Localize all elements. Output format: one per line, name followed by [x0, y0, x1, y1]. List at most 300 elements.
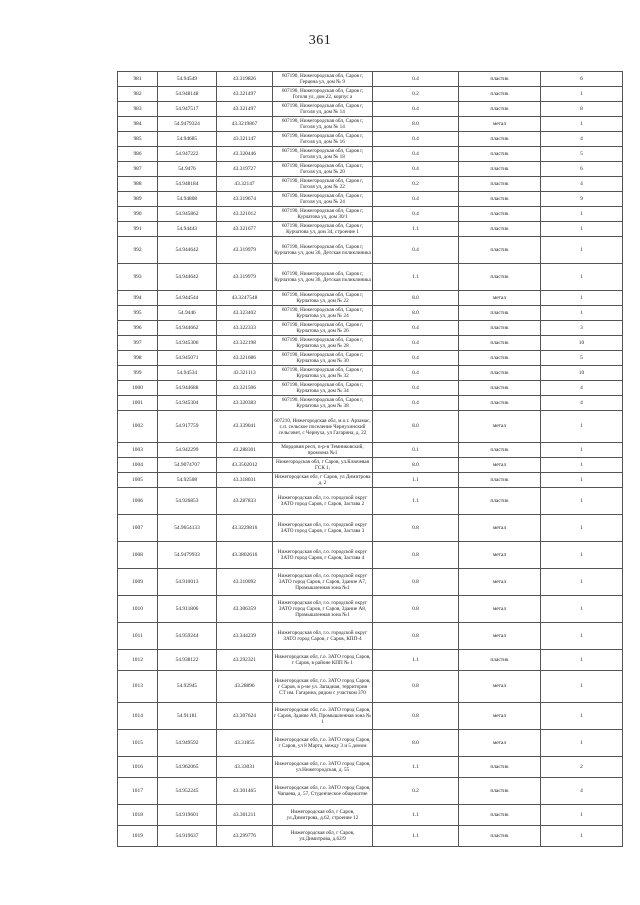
longitude-cell: 43.320383	[217, 396, 273, 411]
material-cell: метал	[459, 730, 541, 757]
row-number-cell: 995	[118, 306, 158, 321]
table-row	[118, 805, 623, 826]
row-number-cell: 981	[118, 72, 158, 87]
volume-cell: 0.4	[373, 147, 459, 162]
address-cell: Нижегородская обл, г Саров, ул.Димитрова, д.62, строение 12	[273, 805, 373, 826]
material-cell: пластик	[459, 473, 541, 488]
address-cell: 607190, Нижегородская обл, Саров г, Курчатова ул, дом 36, Детская поликлиника	[273, 237, 373, 264]
material-cell: пластик	[459, 336, 541, 351]
latitude-cell: 54.917759	[158, 411, 217, 443]
row-number-cell: 987	[118, 162, 158, 177]
latitude-cell: 54.945071	[158, 351, 217, 366]
volume-cell: 0.2	[373, 778, 459, 805]
address-cell: Нижегородская обл, г.о. городской округ ЗАТО город Саров, г Саров, Застава 3	[273, 515, 373, 542]
volume-cell: 0.4	[373, 396, 459, 411]
row-number-cell: 984	[118, 117, 158, 132]
latitude-cell: 54.948184	[158, 177, 217, 192]
latitude-cell: 54.919601	[158, 805, 217, 826]
latitude-cell: 54.944662	[158, 321, 217, 336]
latitude-cell: 54.944642	[158, 264, 217, 291]
count-cell: 9	[541, 192, 623, 207]
volume-cell: 0.4	[373, 381, 459, 396]
address-cell: 607190, Нижегородская обл, Саров г, Гоголя ул, дом № 14	[273, 117, 373, 132]
table-row	[118, 411, 623, 443]
longitude-cell: 43.33031	[217, 757, 273, 778]
latitude-cell: 54.948148	[158, 87, 217, 102]
latitude-cell: 54.952245	[158, 778, 217, 805]
volume-cell: 1.1	[373, 222, 459, 237]
address-cell: 607190, Нижегородская обл, Саров г, Гоголя ул, дом № 16	[273, 132, 373, 147]
longitude-cell: 43.321497	[217, 87, 273, 102]
longitude-cell: 43.321677	[217, 222, 273, 237]
count-cell: 1	[541, 117, 623, 132]
volume-cell: 0.2	[373, 87, 459, 102]
table-row	[118, 72, 623, 87]
count-cell: 1	[541, 473, 623, 488]
longitude-cell: 43.321506	[217, 381, 273, 396]
material-cell: метал	[459, 458, 541, 473]
longitude-cell: 43.3229816	[217, 515, 273, 542]
row-number-cell: 998	[118, 351, 158, 366]
row-number-cell: 1001	[118, 396, 158, 411]
volume-cell: 8.0	[373, 291, 459, 306]
row-number-cell: 991	[118, 222, 158, 237]
table-row	[118, 321, 623, 336]
latitude-cell: 54.91181	[158, 703, 217, 730]
row-number-cell: 994	[118, 291, 158, 306]
material-cell: пластик	[459, 757, 541, 778]
latitude-cell: 54.938122	[158, 650, 217, 671]
address-cell: Нижегородская обл, г.о. городской округ ЗАТО город Саров, г Саров, Здание А7, Промышленная зона №1	[273, 569, 373, 596]
material-cell: пластик	[459, 488, 541, 515]
count-cell: 5	[541, 351, 623, 366]
latitude-cell: 54.944544	[158, 291, 217, 306]
volume-cell: 1.1	[373, 473, 459, 488]
row-number-cell: 988	[118, 177, 158, 192]
count-cell: 1	[541, 805, 623, 826]
table-body	[118, 72, 623, 847]
address-cell: Нижегородская обл, г.о. ЗАТО город Саров, г Саров, ул 8 Марта, между 3 и 5 домом	[273, 730, 373, 757]
count-cell: 10	[541, 366, 623, 381]
count-cell: 1	[541, 596, 623, 623]
row-number-cell: 992	[118, 237, 158, 264]
volume-cell: 0.1	[373, 443, 459, 458]
row-number-cell: 999	[118, 366, 158, 381]
table-row	[118, 177, 623, 192]
longitude-cell: 43.3502012	[217, 458, 273, 473]
row-number-cell: 1016	[118, 757, 158, 778]
latitude-cell: 54.94549	[158, 72, 217, 87]
count-cell: 1	[541, 542, 623, 569]
row-number-cell: 1018	[118, 805, 158, 826]
longitude-cell: 43.321497	[217, 102, 273, 117]
address-cell: 607190, Нижегородская обл, Саров г, Курчатова ул, дом 36, Детская поликлиника	[273, 264, 373, 291]
volume-cell: 8.0	[373, 730, 459, 757]
row-number-cell: 989	[118, 192, 158, 207]
material-cell: пластик	[459, 72, 541, 87]
count-cell: 10	[541, 336, 623, 351]
row-number-cell: 1017	[118, 778, 158, 805]
longitude-cell: 43.292321	[217, 650, 273, 671]
longitude-cell: 43.320446	[217, 147, 273, 162]
count-cell: 1	[541, 515, 623, 542]
count-cell: 1	[541, 237, 623, 264]
row-number-cell: 993	[118, 264, 158, 291]
material-cell: пластик	[459, 177, 541, 192]
address-cell: Нижегородская обл, г.о. городской округ ЗАТО город Саров, г Саров, Здание А8, Промышленная зона №1	[273, 596, 373, 623]
table-row	[118, 473, 623, 488]
table-row	[118, 102, 623, 117]
volume-cell: 0.8	[373, 703, 459, 730]
material-cell: метал	[459, 671, 541, 703]
row-number-cell: 1015	[118, 730, 158, 757]
volume-cell: 0.4	[373, 351, 459, 366]
latitude-cell: 54.959244	[158, 623, 217, 650]
address-cell: Нижегородская обл, г.о. ЗАТО город Саров, г Саров, в районе КПП № 1	[273, 650, 373, 671]
longitude-cell: 43.322198	[217, 336, 273, 351]
latitude-cell: 54.94808	[158, 192, 217, 207]
page-number: 361	[308, 33, 332, 48]
count-cell: 1	[541, 443, 623, 458]
latitude-cell: 54.945862	[158, 207, 217, 222]
table-row	[118, 147, 623, 162]
latitude-cell: 54.942299	[158, 443, 217, 458]
volume-cell: 1.1	[373, 488, 459, 515]
count-cell: 4	[541, 132, 623, 147]
volume-cell: 0.8	[373, 623, 459, 650]
table-row	[118, 623, 623, 650]
volume-cell: 0.4	[373, 132, 459, 147]
row-number-cell: 1007	[118, 515, 158, 542]
latitude-cell: 54.94534	[158, 366, 217, 381]
volume-cell: 8.0	[373, 458, 459, 473]
count-cell: 1	[541, 623, 623, 650]
volume-cell: 8.0	[373, 411, 459, 443]
material-cell: метал	[459, 596, 541, 623]
table-row	[118, 192, 623, 207]
longitude-cell: 43.322333	[217, 321, 273, 336]
table-row	[118, 671, 623, 703]
volume-cell: 1.1	[373, 650, 459, 671]
address-cell: 607190, Нижегородская обл, Саров г, Курчатова ул, дом № 26	[273, 321, 373, 336]
address-cell: 607190, Нижегородская обл, Саров г, Гоголя ул, дом № 14	[273, 102, 373, 117]
address-cell: 607190, Нижегородская обл, Саров г, Гоголя ул, дом № 20	[273, 162, 373, 177]
longitude-cell: 43.31855	[217, 730, 273, 757]
volume-cell: 1.1	[373, 264, 459, 291]
row-number-cell: 1005	[118, 473, 158, 488]
latitude-cell: 54.947517	[158, 102, 217, 117]
table-row	[118, 162, 623, 177]
volume-cell: 0.4	[373, 336, 459, 351]
material-cell: метал	[459, 411, 541, 443]
material-cell: пластик	[459, 192, 541, 207]
count-cell: 1	[541, 826, 623, 847]
row-number-cell: 1002	[118, 411, 158, 443]
volume-cell: 0.8	[373, 671, 459, 703]
longitude-cell: 43.307624	[217, 703, 273, 730]
longitude-cell: 43.321686	[217, 351, 273, 366]
longitude-cell: 43.339041	[217, 411, 273, 443]
row-number-cell: 1013	[118, 671, 158, 703]
latitude-cell: 54.9654133	[158, 515, 217, 542]
table-row	[118, 222, 623, 237]
volume-cell: 0.8	[373, 596, 459, 623]
table-row	[118, 488, 623, 515]
count-cell: 5	[541, 147, 623, 162]
volume-cell: 0.8	[373, 569, 459, 596]
latitude-cell: 54.926853	[158, 488, 217, 515]
address-cell: 607190, Нижегородская обл, Саров г, Курчатова ул, дом № 30	[273, 351, 373, 366]
longitude-cell: 43.318031	[217, 473, 273, 488]
address-cell: Нижегородская обл, г.о. ЗАТО город Саров, г Саров, Здание А9, Промышленная зона № 1	[273, 703, 373, 730]
row-number-cell: 985	[118, 132, 158, 147]
longitude-cell: 43.323402	[217, 306, 273, 321]
volume-cell: 8.0	[373, 306, 459, 321]
volume-cell: 8.0	[373, 117, 459, 132]
row-number-cell: 1006	[118, 488, 158, 515]
address-cell: 607190, Нижегородская обл, Саров г, Курчатова ул, дом № 38	[273, 396, 373, 411]
latitude-cell: 54.944688	[158, 381, 217, 396]
container-sites-table	[117, 71, 623, 847]
table-row	[118, 87, 623, 102]
material-cell: пластик	[459, 162, 541, 177]
count-cell: 1	[541, 569, 623, 596]
longitude-cell: 43.319979	[217, 264, 273, 291]
count-cell: 6	[541, 72, 623, 87]
material-cell: метал	[459, 703, 541, 730]
latitude-cell: 54.945304	[158, 396, 217, 411]
table-row	[118, 132, 623, 147]
table-row	[118, 264, 623, 291]
longitude-cell: 43.28896	[217, 671, 273, 703]
material-cell: пластик	[459, 237, 541, 264]
count-cell: 1	[541, 87, 623, 102]
material-cell: пластик	[459, 87, 541, 102]
row-number-cell: 986	[118, 147, 158, 162]
material-cell: пластик	[459, 366, 541, 381]
table-row	[118, 703, 623, 730]
address-cell: 607190, Нижегородская обл, Саров г, Гоголя ул, дом № 24	[273, 192, 373, 207]
longitude-cell: 43.321113	[217, 366, 273, 381]
longitude-cell: 43.3247548	[217, 291, 273, 306]
table-row	[118, 237, 623, 264]
row-number-cell: 1014	[118, 703, 158, 730]
address-cell: Мордовия респ, п-р-н Темниковский, промзона №1	[273, 443, 373, 458]
count-cell: 1	[541, 264, 623, 291]
table-row	[118, 366, 623, 381]
table-row	[118, 381, 623, 396]
count-cell: 8	[541, 102, 623, 117]
table-row	[118, 757, 623, 778]
count-cell: 1	[541, 291, 623, 306]
table-row	[118, 542, 623, 569]
latitude-cell: 54.947222	[158, 147, 217, 162]
latitude-cell: 54.944642	[158, 237, 217, 264]
longitude-cell: 43.321012	[217, 207, 273, 222]
address-cell: 607190, Нижегородская обл, Саров г, Курчатова ул, дом № 28	[273, 336, 373, 351]
latitude-cell: 54.92945	[158, 671, 217, 703]
longitude-cell: 43.3802616	[217, 542, 273, 569]
longitude-cell: 43.287833	[217, 488, 273, 515]
material-cell: пластик	[459, 264, 541, 291]
table-row	[118, 291, 623, 306]
material-cell: пластик	[459, 396, 541, 411]
table-row	[118, 596, 623, 623]
address-cell: 607190, Нижегородская обл, Саров г, Гоголя ул, дом № 22	[273, 177, 373, 192]
address-cell: 607190, Нижегородская обл, Саров г, Курчатова ул, дом 30/1	[273, 207, 373, 222]
volume-cell: 1.1	[373, 757, 459, 778]
latitude-cell: 54.9476	[158, 162, 217, 177]
address-cell: Нижегородская обл, г.о. ЗАТО город Саров, ул.Нижегородская, д. 55	[273, 757, 373, 778]
volume-cell: 0.4	[373, 102, 459, 117]
volume-cell: 0.4	[373, 366, 459, 381]
row-number-cell: 1011	[118, 623, 158, 650]
count-cell: 4	[541, 396, 623, 411]
table-row	[118, 650, 623, 671]
volume-cell: 0.8	[373, 515, 459, 542]
row-number-cell: 1004	[118, 458, 158, 473]
material-cell: пластик	[459, 102, 541, 117]
count-cell: 1	[541, 458, 623, 473]
material-cell: метал	[459, 515, 541, 542]
latitude-cell: 54.9479933	[158, 542, 217, 569]
row-number-cell: 1019	[118, 826, 158, 847]
count-cell: 1	[541, 306, 623, 321]
row-number-cell: 983	[118, 102, 158, 117]
address-cell: 607190, Нижегородская обл, Саров г, Курчатова ул, дом № 24	[273, 306, 373, 321]
latitude-cell: 54.9446	[158, 306, 217, 321]
latitude-cell: 54.910013	[158, 569, 217, 596]
latitude-cell: 54.9479324	[158, 117, 217, 132]
table-row	[118, 826, 623, 847]
latitude-cell: 54.962065	[158, 757, 217, 778]
table-row	[118, 515, 623, 542]
material-cell: метал	[459, 623, 541, 650]
count-cell: 4	[541, 778, 623, 805]
longitude-cell: 43.319674	[217, 192, 273, 207]
material-cell: пластик	[459, 826, 541, 847]
address-cell: 607190, Нижегородская обл, Саров г, Курчатова ул, дом № 32	[273, 366, 373, 381]
material-cell: метал	[459, 542, 541, 569]
count-cell: 1	[541, 730, 623, 757]
address-cell: Нижегородская обл, г Саров, ул.Димитрова, д.62/9	[273, 826, 373, 847]
address-cell: 607190, Нижегородская обл, Саров г, Курчатова ул, дом № 22	[273, 291, 373, 306]
volume-cell: 0.2	[373, 177, 459, 192]
table-row	[118, 117, 623, 132]
longitude-cell: 43.319826	[217, 72, 273, 87]
row-number-cell: 1000	[118, 381, 158, 396]
material-cell: пластик	[459, 147, 541, 162]
material-cell: пластик	[459, 443, 541, 458]
material-cell: пластик	[459, 222, 541, 237]
longitude-cell: 43.319727	[217, 162, 273, 177]
row-number-cell: 997	[118, 336, 158, 351]
count-cell: 1	[541, 650, 623, 671]
row-number-cell: 1009	[118, 569, 158, 596]
longitude-cell: 43.310092	[217, 569, 273, 596]
volume-cell: 0.8	[373, 542, 459, 569]
count-cell: 1	[541, 671, 623, 703]
address-cell: Нижегородская обл, г.о. ЗАТО город Саров, Чапаева, д. 57, Студенческое общежитие	[273, 778, 373, 805]
count-cell: 6	[541, 162, 623, 177]
longitude-cell: 43.299776	[217, 826, 273, 847]
longitude-cell: 43.344239	[217, 623, 273, 650]
table-row	[118, 569, 623, 596]
longitude-cell: 43.301465	[217, 778, 273, 805]
latitude-cell: 54.949592	[158, 730, 217, 757]
latitude-cell: 54.9074707	[158, 458, 217, 473]
address-cell: Нижегородская обл, г.о. ЗАТО город Саров, г Саров, в р-не ул. Западная, территория СТ им. Гагарина, рядом с участком 370	[273, 671, 373, 703]
material-cell: метал	[459, 291, 541, 306]
material-cell: пластик	[459, 321, 541, 336]
address-cell: 607190, Нижегородская обл, Саров г, Гоголя ул, дом 22, корпус а	[273, 87, 373, 102]
latitude-cell: 54.919637	[158, 826, 217, 847]
material-cell: пластик	[459, 207, 541, 222]
material-cell: пластик	[459, 306, 541, 321]
address-cell: 607190, Нижегородская обл, Саров г, Гоголя ул, дом № 18	[273, 147, 373, 162]
row-number-cell: 1003	[118, 443, 158, 458]
address-cell: 607210, Нижегородская обл, м.о.г. Арзамас, с.п. сельское поселение Чернухинский сельсовет, с Чернуха, ул Гагарина, д. 22	[273, 411, 373, 443]
table-row	[118, 458, 623, 473]
material-cell: пластик	[459, 381, 541, 396]
row-number-cell: 1008	[118, 542, 158, 569]
count-cell: 1	[541, 207, 623, 222]
table-row	[118, 207, 623, 222]
volume-cell: 1.1	[373, 805, 459, 826]
address-cell: 607190, Нижегородская обл, Саров г, Курчатова ул, дом № 34	[273, 381, 373, 396]
longitude-cell: 43.321147	[217, 132, 273, 147]
longitude-cell: 43.306359	[217, 596, 273, 623]
table-row	[118, 351, 623, 366]
longitude-cell: 43.319979	[217, 237, 273, 264]
table-row	[118, 778, 623, 805]
latitude-cell: 54.94443	[158, 222, 217, 237]
count-cell: 1	[541, 222, 623, 237]
row-number-cell: 1012	[118, 650, 158, 671]
count-cell: 3	[541, 321, 623, 336]
table-row	[118, 443, 623, 458]
latitude-cell: 54.94685	[158, 132, 217, 147]
address-cell: Нижегородская обл, г Саров, ул.Ключевая ГСК 1,	[273, 458, 373, 473]
material-cell: метал	[459, 569, 541, 596]
volume-cell: 1.1	[373, 826, 459, 847]
address-cell: Нижегородская обл, г.о. городской округ ЗАТО город Саров, г Саров, Застава 4	[273, 542, 373, 569]
table-row	[118, 396, 623, 411]
material-cell: пластик	[459, 132, 541, 147]
table-row	[118, 306, 623, 321]
address-cell: 607190, Нижегородская обл, Саров г, Герцена ул, дом № 9	[273, 72, 373, 87]
volume-cell: 0.4	[373, 192, 459, 207]
longitude-cell: 43.3219867	[217, 117, 273, 132]
volume-cell: 0.4	[373, 237, 459, 264]
count-cell: 1	[541, 703, 623, 730]
material-cell: пластик	[459, 778, 541, 805]
address-cell: Нижегородская обл, г.о. городской округ ЗАТО город Саров, г Саров, Заставa 2	[273, 488, 373, 515]
table-row	[118, 730, 623, 757]
address-cell: Нижегородская обл, г.о. городской округ ЗАТО город Саров, г Саров, КПП-4	[273, 623, 373, 650]
volume-cell: 0.4	[373, 162, 459, 177]
count-cell: 1	[541, 411, 623, 443]
volume-cell: 0.4	[373, 72, 459, 87]
material-cell: пластик	[459, 805, 541, 826]
latitude-cell: 54.92508	[158, 473, 217, 488]
address-cell: Нижегородская обл, г Саров, ул Димитрова д. 2	[273, 473, 373, 488]
address-cell: 607190, Нижегородская обл, Саров г, Курчатова ул, дом 34, строение 1	[273, 222, 373, 237]
material-cell: метал	[459, 117, 541, 132]
row-number-cell: 982	[118, 87, 158, 102]
row-number-cell: 990	[118, 207, 158, 222]
count-cell: 4	[541, 177, 623, 192]
